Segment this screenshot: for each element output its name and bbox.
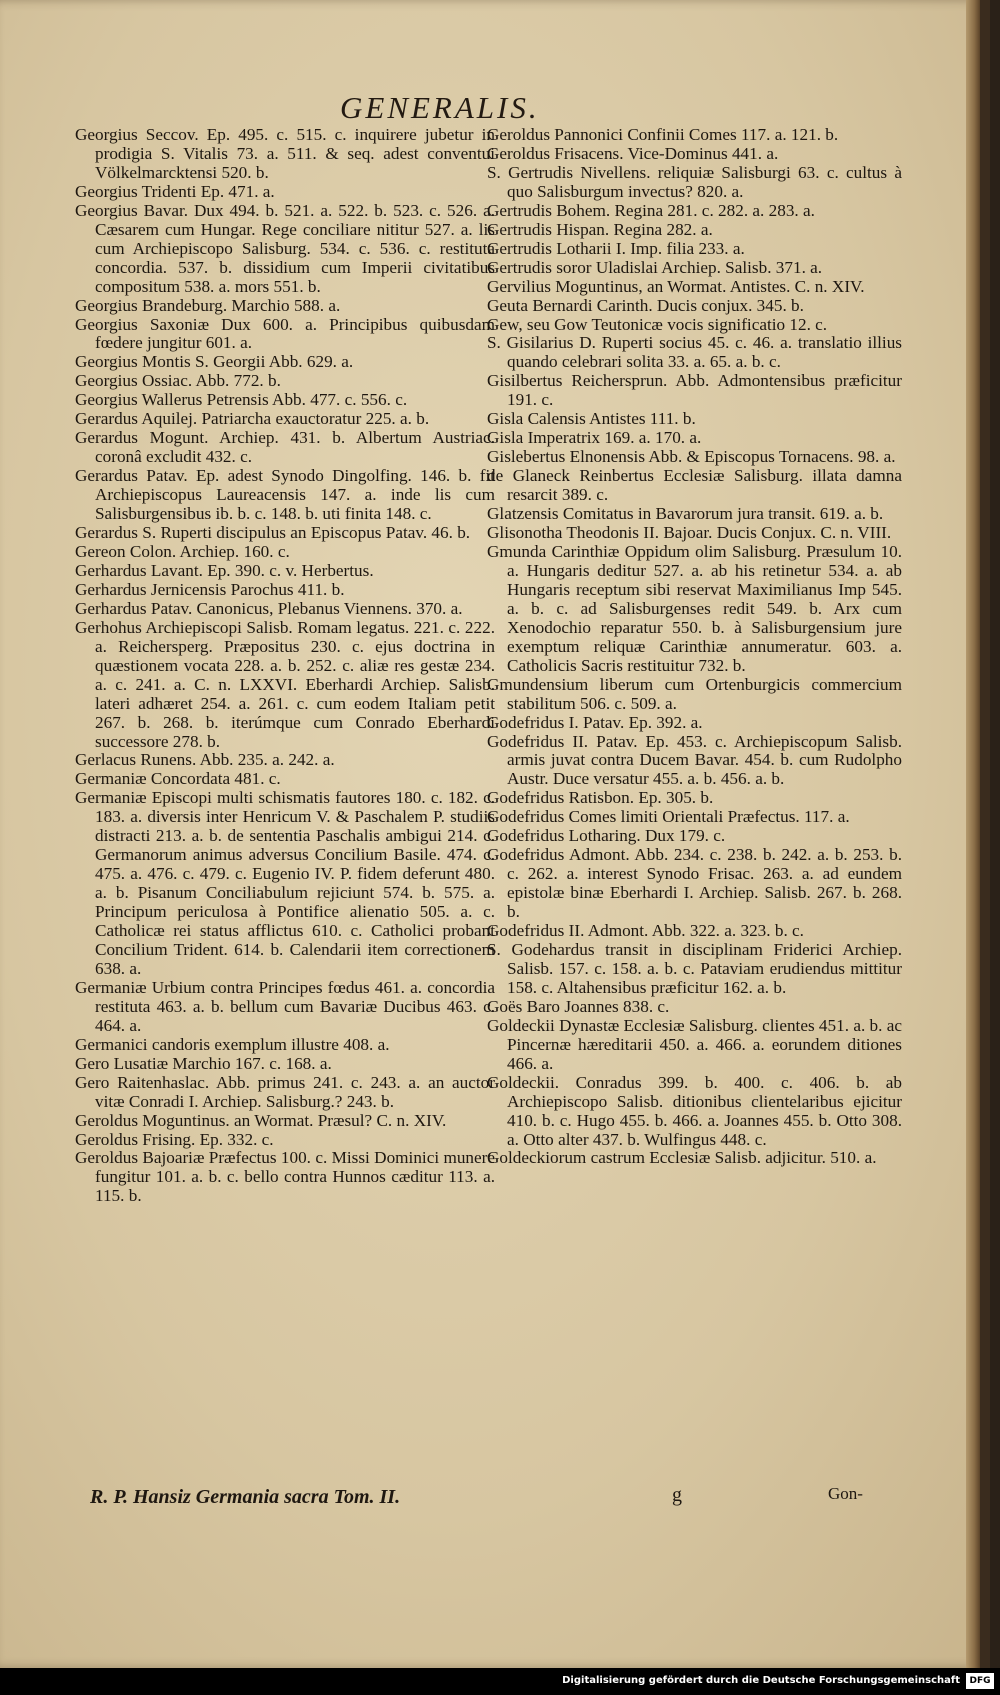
index-entry: Gerhohus Archiepiscopi Salisb. Romam legatus. 221. c. 222. a. Reichersperg. Præpositus 230. c. ejus doctrina in quæstionem vocata 228. a. b. 252. c. aliæ res gestæ 234. a. c. 241. a. C. n. LXXVI. Eberhardi Archiep. Salisb. lateri adhæret 254. a. 261. c. cum eodem Italiam petit 267. b. 268. b. iterúmque cum Conrado Eberhardi successore 278. b. xyxy=(75,617,495,751)
index-entry: Godefridus I. Patav. Ep. 392. a. xyxy=(487,712,703,732)
index-entry: S. Gertrudis Nivellens. reliquiæ Salisburgi 63. c. cultus à quo Salisburgum invectus? 820. a. xyxy=(487,162,902,201)
index-entry: Godefridus II. Admont. Abb. 322. a. 323. b. c. xyxy=(487,921,804,941)
index-entry: Godefridus Admont. Abb. 234. c. 238. b. 242. a. b. 253. b. c. 262. a. interest Synodo Frisac. 263. a. ad eundem epistolæ binæ Eberhardi I. Archiep. Salisb. 267. b. 268. b. xyxy=(487,845,902,922)
index-entry: de Glaneck Reinbertus Ecclesiæ Salisburg. illata damna resarcit 389. c. xyxy=(487,466,902,505)
index-entry: Goldeckii. Conradus 399. b. 400. c. 406. b. ab Archiepiscopo Salisb. ditionibus clientelaribus ejicitur 410. b. c. Hugo 455. b. 466. a. Joannes 455. b. Otto 308. a. Otto alter 437. b. Wulfingus 448. c. xyxy=(487,1072,902,1149)
index-entry: Germaniæ Episcopi multi schismatis fautores 180. c. 182. c. 183. a. diversis inter Henricum V. & Paschalem P. studiis distracti 213. a. b. de sententia Paschalis ambigui 214. c. Germanorum animus adversus Concilium Basile. 474. c. 475. a. 476. c. 479. c. Eugenio IV. P. fidem deferunt 480. a. b. Pisanum Conciliabulum rejiciunt 574. b. 575. a. Principum periculosa à Pontifice alienatio 505. a. c. Catholicæ rei status afflictus 610. c. Catholici probant Concilium Trident. 614. b. Calendarii item correctionem 638. a. xyxy=(75,788,495,978)
index-entry: Gervilius Moguntinus, an Wormat. Antistes. C. n. XIV. xyxy=(487,276,865,296)
page-header: GENERALIS. xyxy=(340,90,540,125)
index-entry: Goës Baro Joannes 838. c. xyxy=(487,996,670,1016)
index-entry: Gisilbertus Reichersprun. Abb. Admontensibus præficitur 191. c. xyxy=(487,371,902,410)
index-entry: Georgius Saxoniæ Dux 600. a. Principibus quibusdam fœdere jungitur 601. a. xyxy=(75,314,495,353)
catchword: Gon- xyxy=(828,1484,863,1503)
index-entry: Geroldus Frisacens. Vice-Dominus 441. a. xyxy=(487,143,779,163)
index-entry: Georgius Wallerus Petrensis Abb. 477. c. 556. c. xyxy=(75,390,408,410)
index-entry: Georgius Montis S. Georgii Abb. 629. a. xyxy=(75,352,354,372)
footer-title: R. P. Hansiz Germania sacra Tom. II. xyxy=(90,1486,401,1508)
index-entry: Gertrudis Bohem. Regina 281. c. 282. a. 283. a. xyxy=(487,200,815,220)
signature-mark: g xyxy=(672,1484,682,1506)
index-entry: Gerardus S. Ruperti discipulus an Episcopus Patav. 46. b. xyxy=(75,523,471,543)
index-column-right xyxy=(487,126,902,1168)
index-entry: Gisla Imperatrix 169. a. 170. a. xyxy=(487,428,702,448)
index-entry: Gerardus Aquilej. Patriarcha exauctoratur 225. a. b. xyxy=(75,409,430,429)
index-entry: Goldeckii Dynastæ Ecclesiæ Salisburg. clientes 451. a. b. ac Pincernæ hæreditarii 450. a. 466. a. eorundem ditiones 466. a. xyxy=(487,1015,902,1073)
index-entry: Godefridus Comes limiti Orientali Præfectus. 117. a. xyxy=(487,807,850,827)
index-entry: Gmundensium liberum cum Ortenburgicis commercium stabilitum 506. c. 509. a. xyxy=(487,674,902,713)
index-column-left xyxy=(75,126,495,1206)
book-edge xyxy=(980,0,990,1668)
index-entry: Gerardus Mogunt. Archiep. 431. b. Albertum Austriac. coronâ excludit 432. c. xyxy=(75,428,495,467)
index-entry: Geuta Bernardi Carinth. Ducis conjux. 345. b. xyxy=(487,295,804,315)
index-entry: Gertrudis soror Uladislai Archiep. Salisb. 371. a. xyxy=(487,257,823,277)
index-entry: Gero Raitenhaslac. Abb. primus 241. c. 243. a. an auctor vitæ Conradi I. Archiep. Salisburg.? 243. b. xyxy=(75,1072,495,1111)
funding-notice: Digitalisierung gefördert durch die Deutsche Forschungsgemeinschaft xyxy=(562,1675,960,1686)
dfg-logo: DFG xyxy=(966,1673,994,1689)
index-entry: Geroldus Moguntinus. an Wormat. Præsul? C. n. XIV. xyxy=(75,1110,447,1130)
index-entry: Georgius Brandeburg. Marchio 588. a. xyxy=(75,295,341,315)
index-entry: Gertrudis Hispan. Regina 282. a. xyxy=(487,219,713,239)
index-entry: S. Godehardus transit in disciplinam Friderici Archiep. Salisb. 157. c. 158. a. b. c. Pataviam erudiendus mittitur 158. c. Altahensibus præficitur 162. a. b. xyxy=(487,939,902,997)
index-entry: Gerardus Patav. Ep. adest Synodo Dingolfing. 146. b. fit Archiepiscopus Laureacensis 147. a. inde lis cum Salisburgensibus ib. b. c. 148. b. uti finita 148. c. xyxy=(75,466,495,524)
index-entry: Gerhardus Patav. Canonicus, Plebanus Viennens. 370. a. xyxy=(75,598,463,618)
index-entry: Godefridus Lotharing. Dux 179. c. xyxy=(487,826,726,846)
index-entry: Georgius Seccov. Ep. 495. c. 515. c. inquirere jubetur in prodigia S. Vitalis 73. a. 511. & seq. adest conventui Völkelmarcktensi 520. b. xyxy=(75,125,495,182)
index-entry: Gmunda Carinthiæ Oppidum olim Salisburg. Præsulum 10. a. Hungaris deditur 527. a. ab his retinetur 534. a. ab Hungaris receptum sibi reservat Maximilianus Imp 545. a. b. c. ad Salisburgenses redit 549. b. Arx cum Xenodochio reparatur 550. b. à Salisburgensium jure exemptum reliquæ Carinthiæ annumeratur. 603. a. Catholicis Sacris restituitur 732. b. xyxy=(487,541,902,675)
index-entry: S. Gisilarius D. Ruperti socius 45. c. 46. a. translatio illius quando celebrari solita 33. a. 65. a. b. c. xyxy=(487,333,902,372)
index-entry: Godefridus Ratisbon. Ep. 305. b. xyxy=(487,788,714,808)
index-entry: Glatzensis Comitatus in Bavarorum jura transit. 619. a. b. xyxy=(487,504,884,524)
index-entry: Geroldus Pannonici Confinii Comes 117. a. 121. b. xyxy=(487,125,839,144)
index-entry: Georgius Ossiac. Abb. 772. b. xyxy=(75,371,281,391)
index-entry: Gew, seu Gow Teutonicæ vocis significatio 12. c. xyxy=(487,314,828,334)
index-entry: Geroldus Frising. Ep. 332. c. xyxy=(75,1129,274,1149)
index-entry: Gerhardus Jernicensis Parochus 411. b. xyxy=(75,579,345,599)
index-entry: Georgius Tridenti Ep. 471. a. xyxy=(75,181,275,201)
index-entry: Gerlacus Runens. Abb. 235. a. 242. a. xyxy=(75,750,335,770)
index-entry: Germaniæ Urbium contra Principes fœdus 461. a. concordia restituta 463. a. b. bellum cum Bavariæ Ducibus 463. c. 464. a. xyxy=(75,977,495,1035)
index-entry: Gero Lusatiæ Marchio 167. c. 168. a. xyxy=(75,1053,332,1073)
index-entry: Georgius Bavar. Dux 494. b. 521. a. 522. b. 523. c. 526. a. Cæsarem cum Hungar. Rege conciliare nititur 527. a. lis cum Archiepiscopo Salisburg. 534. c. 536. c. restituta concordia. 537. b. dissidium cum Imperii civitatibus compositum 538. a. mors 551. b. xyxy=(75,200,495,296)
digitization-banner xyxy=(0,1668,1000,1695)
index-entry: Gertrudis Lotharii I. Imp. filia 233. a. xyxy=(487,238,745,258)
index-entry: Germanici candoris exemplum illustre 408. a. xyxy=(75,1034,390,1054)
index-entry: Glisonotha Theodonis II. Bajoar. Ducis Conjux. C. n. VIII. xyxy=(487,523,892,543)
index-entry: Godefridus II. Patav. Ep. 453. c. Archiepiscopum Salisb. armis juvat contra Ducem Bavar. 454. b. cum Rudolpho Austr. Duce versatur 455. a. b. 456. a. b. xyxy=(487,731,902,789)
index-entry: Gerhardus Lavant. Ep. 390. c. v. Herbertus. xyxy=(75,560,374,580)
index-entry: Gislebertus Elnonensis Abb. & Episcopus Tornacens. 98. a. xyxy=(487,447,896,467)
index-entry: Gereon Colon. Archiep. 160. c. xyxy=(75,541,290,561)
index-entry: Germaniæ Concordata 481. c. xyxy=(75,769,281,789)
index-entry: Geroldus Bajoariæ Præfectus 100. c. Missi Dominici munere fungitur 101. a. b. c. bello contra Hunnos cæditur 113. a. 115. b. xyxy=(75,1148,495,1206)
index-entry: Goldeckiorum castrum Ecclesiæ Salisb. adjicitur. 510. a. xyxy=(487,1148,877,1168)
page-gutter-shadow xyxy=(966,0,980,1668)
index-entry: Gisla Calensis Antistes 111. b. xyxy=(487,409,696,429)
